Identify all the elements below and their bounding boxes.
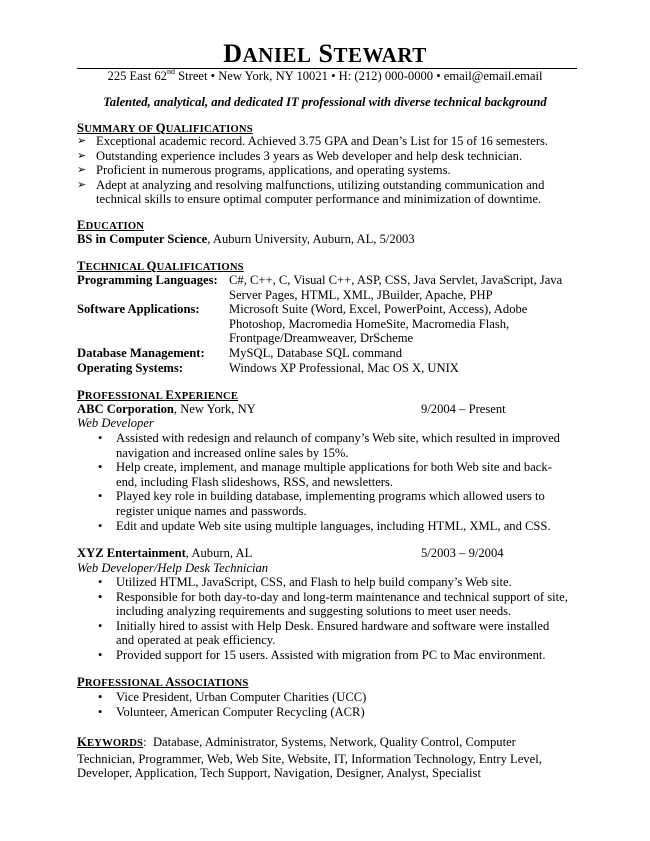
job-employer: ABC Corporation, New York, NY [77, 402, 256, 416]
bullet-icon: • [98, 589, 103, 604]
education-heading: EDUCATION [77, 218, 145, 232]
job-employer: XYZ Entertainment, Auburn, AL [77, 546, 253, 560]
job-duties-list [77, 431, 597, 533]
list-item: • Responsible for both day-to-day and long-term maintenance and technical support of site, including analyzing requirements and suggesting solutions to meet user needs. [98, 589, 568, 619]
list-item: ➢ Outstanding experience includes 3 years as Web developer and help desk technician. [77, 148, 523, 163]
list-item: • Provided support for 15 users. Assisted with migration from PC to Mac environment. [98, 647, 546, 662]
database-value: MySQL, Database SQL command [229, 346, 403, 360]
list-item: ➢ Adept at analyzing and resolving malfunctions, utilizing outstanding communication and technical skills to ensure optimal computer performance and minimization of downtime. [77, 177, 545, 207]
list-item: ➢ Exceptional academic record. Achieved 3.75 GPA and Dean’s List for 15 of 16 semesters. [77, 134, 549, 148]
technical-heading: TECHNICAL QUALIFICATIONS [77, 259, 244, 273]
list-item: ➢ Proficient in numerous programs, applications, and operating systems. [77, 163, 451, 178]
education-entry: BS in Computer Science, Auburn University, Auburn, AL, 5/2003 [77, 232, 415, 246]
bullet-icon: • [98, 690, 103, 704]
keywords-heading: KEYWORDS [77, 735, 144, 749]
associations-heading: PROFESSIONAL ASSOCIATIONS [77, 675, 249, 689]
objective-statement: Talented, analytical, and dedicated IT professional with diverse technical background [103, 95, 547, 109]
keywords-block: KEYWORDS: Database, Administrator, Systems, Network, Quality Control, Computer Technician, Programmer, Web, Web Site, Website, IT, Information Technology, Entry Level, Developer, Application, Tech Support, Navigation, Designer, Analyst, Specialist [77, 735, 542, 781]
candidate-name: DANIEL STEWART [223, 39, 427, 68]
job-title: Web Developer/Help Desk Technician [77, 561, 269, 575]
arrow-bullet-icon: ➢ [77, 164, 87, 177]
bullet-icon: • [98, 518, 103, 533]
arrow-bullet-icon: ➢ [77, 149, 87, 162]
arrow-bullet-icon: ➢ [77, 178, 87, 191]
bullet-icon: • [98, 489, 103, 504]
list-item: • Volunteer, American Computer Recycling (ACR) [98, 704, 365, 719]
experience-heading: PROFESSIONAL EXPERIENCE [77, 388, 239, 402]
summary-heading: SUMMARY OF QUALIFICATIONS [77, 121, 253, 135]
software-value: Microsoft Suite (Word, Excel, PowerPoint, Access), Adobe Photoshop, Macromedia HomeSite, Macromedia Flash, Frontpage/Dreamweaver, DrScheme [229, 302, 528, 346]
bullet-icon: • [98, 460, 103, 475]
os-label: Operating Systems: [77, 361, 183, 375]
os-value: Windows XP Professional, Mac OS X, UNIX [229, 361, 459, 375]
programming-value: C#, C++, C, Visual C++, ASP, CSS, Java Servlet, JavaScript, Java Server Pages, HTML, XML, JBuilder, Apache, PHP [229, 273, 563, 302]
list-item: • Assisted with redesign and relaunch of company’s Web site, which resulted in improved navigation and increased online sales by 15%. [98, 431, 560, 460]
database-label: Database Management: [77, 346, 205, 360]
software-label: Software Applications: [77, 302, 200, 316]
job-dates: 9/2004 – Present [421, 402, 506, 416]
list-item: • Vice President, Urban Computer Charities (UCC) [98, 690, 367, 704]
list-item: • Initially hired to assist with Help Desk. Ensured hardware and software were installed and operated at peak efficiency. [98, 618, 550, 648]
job-title: Web Developer [77, 416, 154, 430]
bullet-icon: • [98, 575, 103, 589]
list-item: • Edit and update Web site using multiple languages, including HTML, XML, and CSS. [98, 518, 551, 533]
programming-label: Programming Languages: [77, 273, 218, 287]
arrow-bullet-icon: ➢ [77, 135, 87, 147]
list-item: • Help create, implement, and manage multiple applications for both Web site and back- end, including Flash slideshows, RSS, and newsletters. [98, 460, 552, 489]
contact-line: 225 East 62nd Street • New York, NY 10021 • H: (212) 000-0000 • email@email.email [107, 66, 543, 83]
list-item: • Utilized HTML, JavaScript, CSS, and Flash to help build company’s Web site. [98, 575, 512, 589]
bullet-icon: • [98, 704, 103, 719]
job-duties-list [77, 575, 597, 663]
job-dates: 5/2003 – 9/2004 [421, 546, 504, 560]
bullet-icon: • [98, 647, 103, 662]
associations-list [77, 690, 597, 719]
bullet-icon: • [98, 431, 103, 445]
list-item: • Played key role in building database, implementing programs which allowed users to register unique names and passwords. [98, 489, 545, 518]
bullet-icon: • [98, 618, 103, 633]
summary-list [77, 134, 597, 207]
